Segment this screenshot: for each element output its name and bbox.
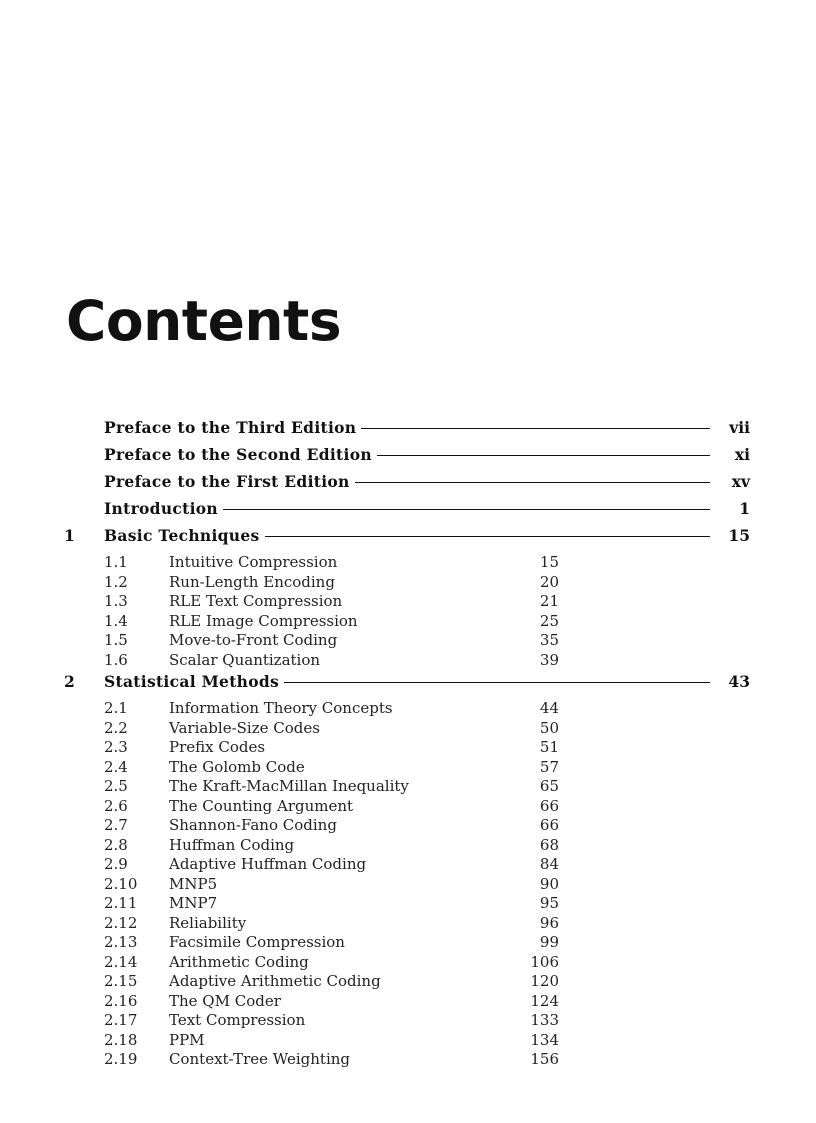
section-title: Context-Tree Weighting <box>169 1050 351 1068</box>
section-title: Adaptive Huffman Coding <box>169 855 367 873</box>
section-number: 1.5 <box>104 631 128 649</box>
section-number: 2.3 <box>104 738 128 756</box>
chapter-gap <box>0 1070 816 1072</box>
section-page-number: 66 <box>539 816 559 834</box>
section-page-number: 133 <box>530 1011 559 1029</box>
section-page-number: 90 <box>539 874 559 893</box>
section-page-number: 66 <box>539 796 559 815</box>
section-page-number: 21 <box>539 592 559 610</box>
section-number: 2.10 <box>104 874 138 893</box>
section-entry[interactable] <box>0 758 816 778</box>
section-page-number: 95 <box>539 894 559 912</box>
section-title: Shannon-Fano Coding <box>169 816 337 834</box>
entry-page-number: vii <box>729 418 750 437</box>
section-number: 1.6 <box>104 650 128 669</box>
leader-line <box>284 682 710 683</box>
entry-page-number: xi <box>734 445 750 464</box>
section-title: Move-to-Front Coding <box>169 631 338 649</box>
front-matter-entry[interactable] <box>0 499 816 526</box>
section-title: MNP7 <box>169 894 218 912</box>
section-title: Reliability <box>169 913 247 932</box>
section-number: 1.3 <box>104 592 128 610</box>
section-entry[interactable] <box>0 797 816 817</box>
section-title: MNP5 <box>169 874 218 893</box>
section-page-number: 57 <box>539 757 559 776</box>
section-title: Text Compression <box>169 1011 306 1029</box>
section-page-number: 96 <box>539 913 559 932</box>
entry-label-wrap <box>104 672 710 692</box>
section-title: The Golomb Code <box>169 757 305 776</box>
page-title: Contents <box>66 289 342 353</box>
section-number: 1.1 <box>104 553 128 571</box>
section-entry[interactable] <box>0 972 816 992</box>
section-page-number: 44 <box>539 699 559 717</box>
entry-title: Preface to the First Edition <box>104 472 350 491</box>
section-title: RLE Image Compression <box>169 611 358 630</box>
chapter-entry[interactable] <box>0 672 816 699</box>
section-title: PPM <box>169 1030 205 1049</box>
section-entry[interactable] <box>0 738 816 758</box>
section-page-number: 65 <box>539 777 559 795</box>
section-page-number: 35 <box>539 631 559 649</box>
entry-title: Statistical Methods <box>104 672 280 691</box>
section-number: 1.2 <box>104 572 128 591</box>
entry-page-number: 15 <box>728 526 750 545</box>
section-entry[interactable] <box>0 816 816 836</box>
section-number: 2.1 <box>104 699 128 717</box>
section-page-number: 124 <box>530 991 559 1010</box>
section-title: The QM Coder <box>169 991 281 1010</box>
section-page-number: 15 <box>539 553 559 571</box>
entry-label-wrap <box>104 418 710 438</box>
section-entry[interactable] <box>0 1011 816 1031</box>
section-entry[interactable] <box>0 992 816 1012</box>
section-number: 1.4 <box>104 611 128 630</box>
section-number: 2.4 <box>104 757 128 776</box>
section-page-number: 156 <box>530 1050 559 1068</box>
section-entry[interactable] <box>0 933 816 953</box>
section-number: 2.7 <box>104 816 128 834</box>
section-entry[interactable] <box>0 651 816 671</box>
section-title: Variable-Size Codes <box>169 718 320 737</box>
section-title: Huffman Coding <box>169 835 295 854</box>
entry-title: Preface to the Second Edition <box>104 445 372 464</box>
section-entry[interactable] <box>0 875 816 895</box>
section-title: RLE Text Compression <box>169 592 343 610</box>
section-entry[interactable] <box>0 699 816 719</box>
chapter-number: 1 <box>64 526 75 545</box>
section-title: Adaptive Arithmetic Coding <box>169 972 381 990</box>
section-number: 2.15 <box>104 972 138 990</box>
entry-page-number: 43 <box>728 672 750 691</box>
leader-line <box>361 428 710 429</box>
section-number: 2.5 <box>104 777 128 795</box>
section-entry[interactable] <box>0 719 816 739</box>
entry-title: Basic Techniques <box>104 526 260 545</box>
section-number: 2.9 <box>104 855 128 873</box>
section-number: 2.12 <box>104 913 138 932</box>
leader-line <box>355 482 710 483</box>
section-number: 2.14 <box>104 952 138 971</box>
section-page-number: 50 <box>539 718 559 737</box>
section-entry[interactable] <box>0 953 816 973</box>
entry-label-wrap <box>104 472 710 492</box>
section-number: 2.17 <box>104 1011 138 1029</box>
section-entry[interactable] <box>0 777 816 797</box>
section-title: Arithmetic Coding <box>169 952 309 971</box>
section-entry[interactable] <box>0 612 816 632</box>
section-number: 2.18 <box>104 1030 138 1049</box>
section-entry[interactable] <box>0 914 816 934</box>
section-number: 2.8 <box>104 835 128 854</box>
leader-line <box>377 455 710 456</box>
section-number: 2.11 <box>104 894 138 912</box>
section-page-number: 68 <box>539 835 559 854</box>
section-entry[interactable] <box>0 836 816 856</box>
section-entry[interactable] <box>0 592 816 612</box>
section-page-number: 99 <box>539 933 559 951</box>
entry-label-wrap <box>104 445 710 465</box>
section-number: 2.19 <box>104 1050 138 1068</box>
entry-title: Introduction <box>104 499 218 518</box>
front-matter-entry[interactable] <box>0 472 816 499</box>
section-entry[interactable] <box>0 573 816 593</box>
section-page-number: 106 <box>530 952 559 971</box>
section-page-number: 25 <box>539 611 559 630</box>
entry-label-wrap <box>104 499 710 519</box>
section-page-number: 39 <box>539 650 559 669</box>
section-page-number: 51 <box>539 738 559 756</box>
chapter-number: 2 <box>64 672 75 691</box>
section-entry[interactable] <box>0 1031 816 1051</box>
section-page-number: 120 <box>530 972 559 990</box>
entry-label-wrap <box>104 526 710 546</box>
section-page-number: 84 <box>539 855 559 873</box>
front-matter-entry[interactable] <box>0 418 816 445</box>
table-of-contents <box>0 418 816 1072</box>
leader-line <box>265 536 710 537</box>
entry-page-number: xv <box>731 472 750 491</box>
section-title: Prefix Codes <box>169 738 266 756</box>
section-title: The Kraft-MacMillan Inequality <box>169 777 409 795</box>
section-title: Facsimile Compression <box>169 933 345 951</box>
section-title: The Counting Argument <box>169 796 354 815</box>
front-matter-entry[interactable] <box>0 445 816 472</box>
leader-line <box>223 509 710 510</box>
section-title: Scalar Quantization <box>169 650 321 669</box>
section-number: 2.13 <box>104 933 138 951</box>
section-entry[interactable] <box>0 1050 816 1070</box>
section-number: 2.2 <box>104 718 128 737</box>
section-page-number: 20 <box>539 572 559 591</box>
section-entry[interactable] <box>0 855 816 875</box>
chapter-entry[interactable] <box>0 526 816 553</box>
entry-page-number: 1 <box>739 499 750 518</box>
section-entry[interactable] <box>0 631 816 651</box>
entry-title: Preface to the Third Edition <box>104 418 357 437</box>
section-page-number: 134 <box>530 1030 559 1049</box>
section-entry[interactable] <box>0 894 816 914</box>
section-title: Run-Length Encoding <box>169 572 335 591</box>
section-number: 2.6 <box>104 796 128 815</box>
section-entry[interactable] <box>0 553 816 573</box>
section-title: Information Theory Concepts <box>169 699 393 717</box>
section-title: Intuitive Compression <box>169 553 338 571</box>
section-number: 2.16 <box>104 991 138 1010</box>
